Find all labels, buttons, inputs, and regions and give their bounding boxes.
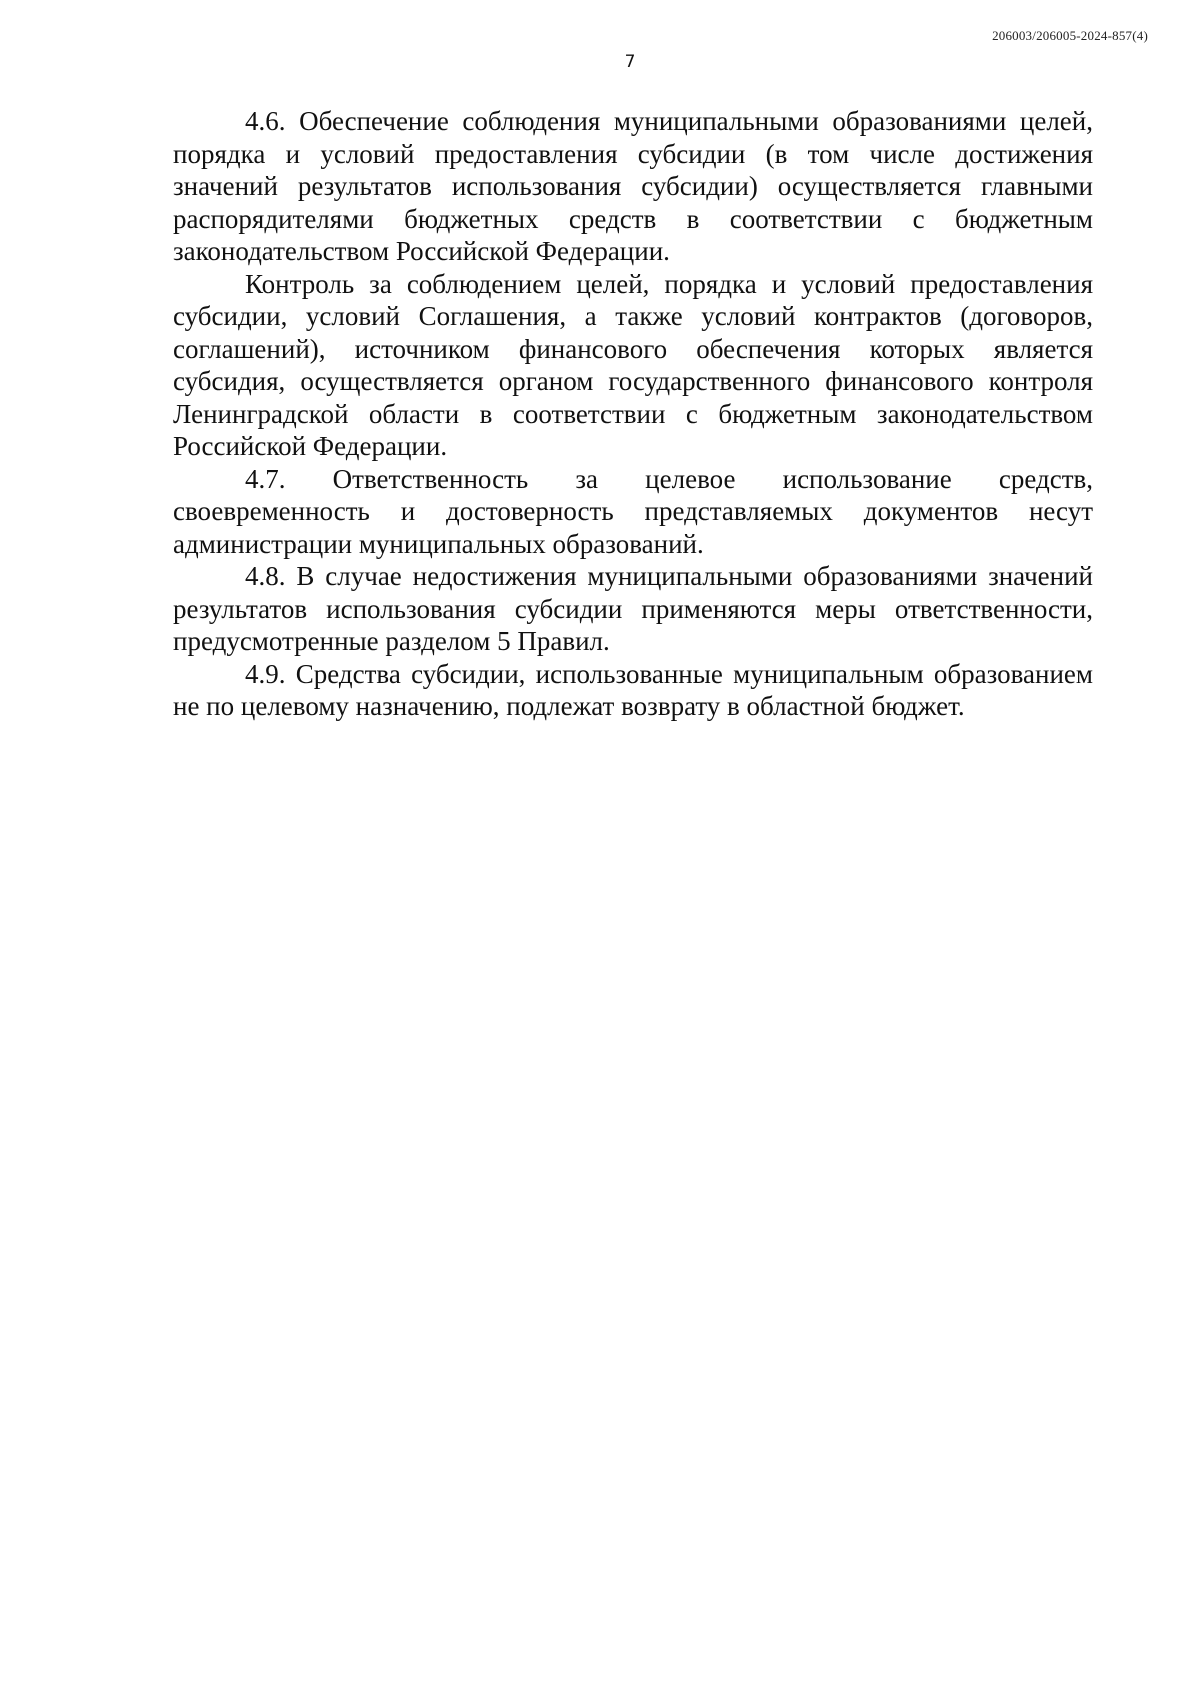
page-number: 7	[624, 52, 636, 72]
paragraph-4-7: 4.7. Ответственность за целевое использование средств, своевременность и достоверность представляемых документов несут администрации муниципальных образований.	[173, 463, 1093, 559]
paragraph-control: Контроль за соблюдением целей, порядка и условий предоставления субсидии, условий Соглашения, а также условий контрактов (договоров, соглашений), источником финансового обеспечения которых является субсидия, осуществляется органом государственного финансового контроля Ленинградской области в соответствии с бюджетным законодательством Российской Федерации.	[173, 268, 1093, 461]
document-id: 206003/206005-2024-857(4)	[992, 28, 1148, 43]
document-body	[173, 105, 1093, 723]
paragraph-4-8: 4.8. В случае недостижения муниципальными образованиями значений результатов использования субсидии применяются меры ответственности, предусмотренные разделом 5 Правил.	[173, 561, 1093, 656]
paragraph-4-6: 4.6. Обеспечение соблюдения муниципальными образованиями целей, порядка и условий предоставления субсидии (в том числе достижения значений результатов использования субсидии) осуществляется главными распорядителями бюджетных средств в соответствии с бюджетным законодательством Российской Федерации.	[173, 106, 1093, 266]
paragraph-4-9: 4.9. Средства субсидии, использованные муниципальным образованием не по целевому назначению, подлежат возврату в областной бюджет.	[173, 658, 1093, 721]
